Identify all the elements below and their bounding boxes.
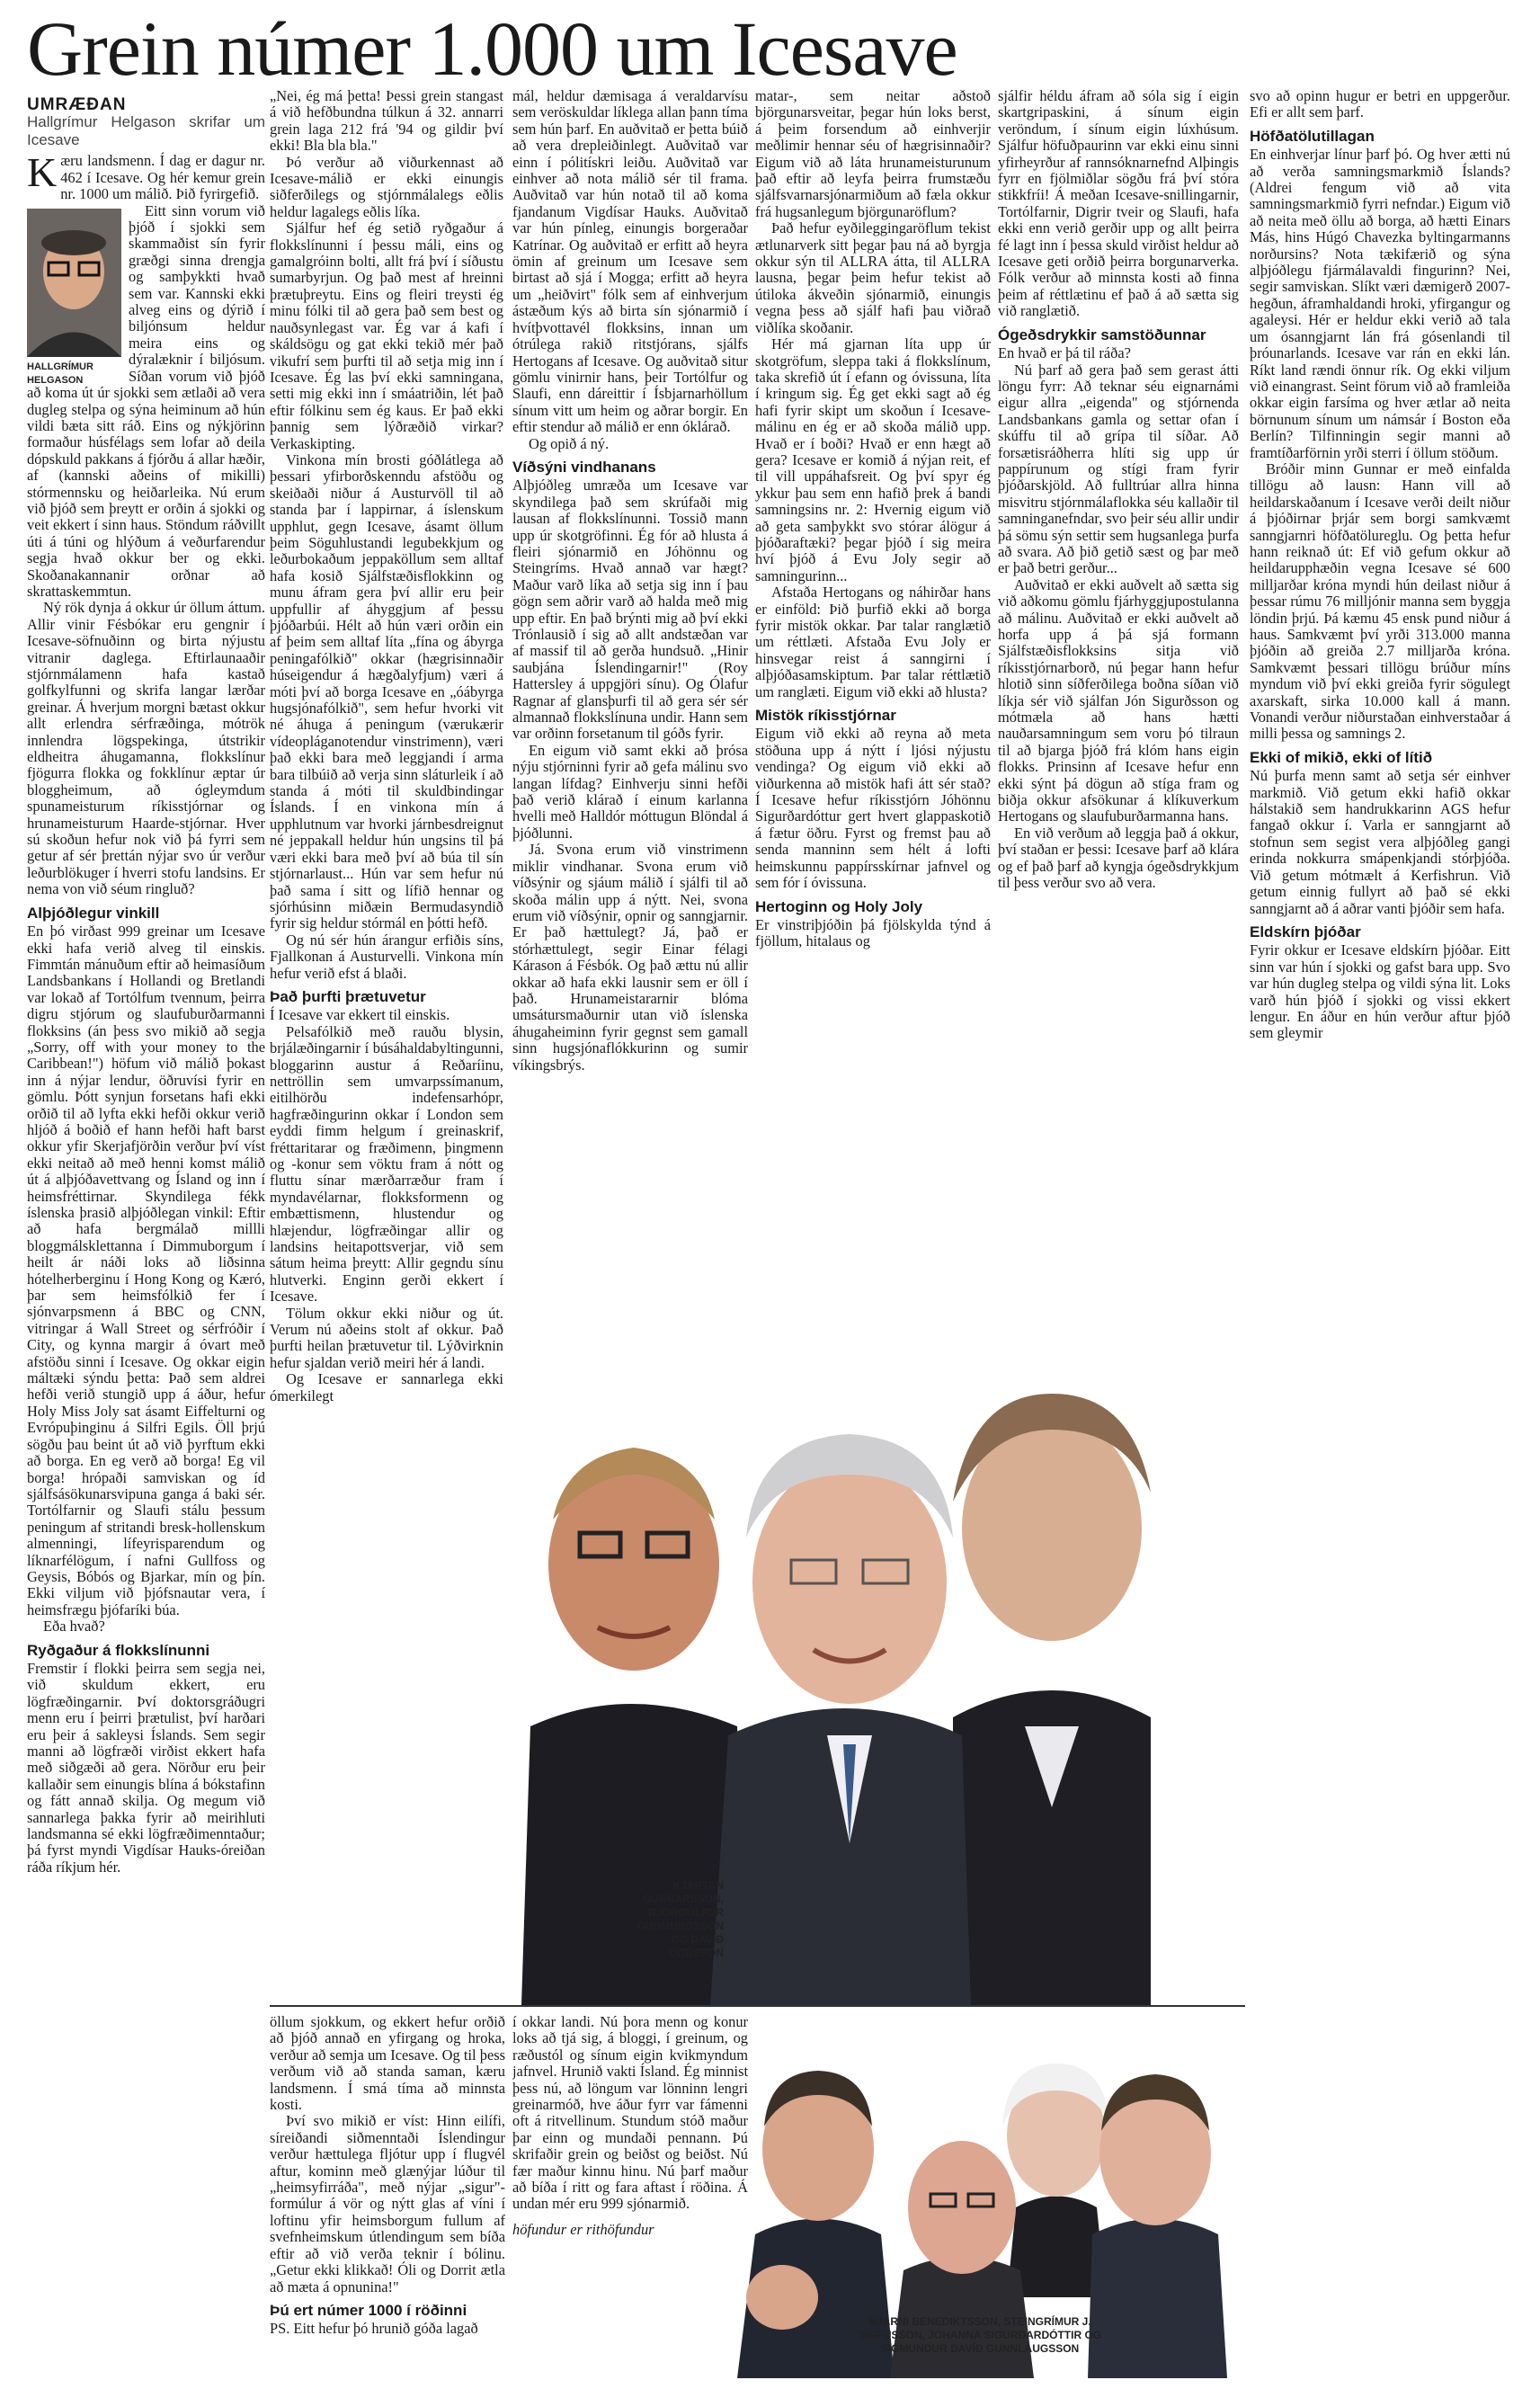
dropcap: K <box>27 149 58 196</box>
column-6 <box>1250 88 1510 2008</box>
paragraph: Ný rök dynja á okkur úr öllum áttum. Allir vinir Fésbókar eru gengnir í Icesave-söfnuðinn og birta nýjustu vitranir daglega. Eftirlaunaaðir stjórnmálamenn hafa kastað golfkylfunni og skrifa langar lærðar greinar. Á hverjum morgni bætast okkur allt erlendra sérfræðinga, mótrök innlendra lögspekinga, útstrikir eldheitra áhugamanna, flokkslínur fjögurra flokka og fokklínur æptar úr bloggheimum, að ógleymdum spunameisturum ríkisstjórnar og hrunameisturum Haarde-stjórnar. Hver sú skoðun hefur nok við þá fyrri sem getur af sér þrettán nýjar svo úr verður leðurblökuger í hverri stofu landsins. Er nema von við séum ringluð? <box>27 599 265 898</box>
paragraph: Eða hvað? <box>43 1618 105 1636</box>
paragraph: Sjálfur hef ég setið ryðgaður á flokkslínunni í þessu máli, eins og gamalgróinn bolti, allt frá því í síðustu sumarbyrjun. Og það mest af hreinni þrætuþreytu. Eins og fleiri treysti ég minu fólki til að gera það sem best og nauðsynlegast var. Ég var á kafi í skáldsögu og gat ekki tekið mér það vikufrí sem þurfti til að setja mig inn í Icesave. Ég las því ekki samningana, setti mig ekki inn í smáatriðin, lét það eftir fólkinu sem ég kaus. Er það ekki þannig sem lýðræðið virkar? Verkaskipting. <box>270 219 503 452</box>
author-note: höfundur er rithöfundur <box>512 2220 654 2238</box>
column-3 <box>512 88 748 1329</box>
author-photo <box>27 209 121 357</box>
bottom-photo-caption: BJARNI BENEDIKTSSON, STEINGRÍMUR J. SIGFÚSSON, JÓHANNA SIGURÐARDÓTTIR OG SIGMUNDUR DAVÍÐ GUNNLAUGSSON <box>858 2315 1102 2355</box>
column-1 <box>27 97 265 2003</box>
subheading: Höfðatölutillagan <box>1250 127 1375 145</box>
column-4 <box>755 88 991 1464</box>
paragraph: Hér má gjarnan líta upp úr skotgröfum, sleppa taki á flokkslínum, taka skrefið út í efann og óvissuna, líta í kringum sig. Ég get ekki sagt að ég hafi fyrir skipt um skoðun í Icesave-málinu en ég er að skoða málið upp. Hvað er í boði? Hvað er enn hægt að gera? Icesave er komið á nýjan reit, ef til vill uppáhafsreit. Og því spyr ég ykkur þau sem enn hafið þrek á bandi samningsins nr. 2: Hvernig eigum við að geta samþykkt svo stórar álögur á þjóðaraftæki? þegar þjóð í sig meira hví þjóð á Evu Joly segir að samningurinn... <box>755 335 991 584</box>
subheading: Mistök ríkisstjórnar <box>755 707 896 725</box>
paragraph: En eigum við samt ekki að þrósa nýju stjórninni fyrir að gefa málinu svo langan lífdag? Einhverju sinni hefði það verið klárað í einum karlanna hvelli með Halldór móttugun Blöndal á þjóðlunni. <box>512 741 748 842</box>
paragraph: En þó virðast 999 greinar um Icesave ekki hafa verið alveg til einskis. Fimmtán mánuðum eftir að heimasíðum Landsbankans í Hollandi og Bretlandi var lokað af Tortólfum tvennum, þeirra digru stjórum og slaufuburðarmanni flokksins (án þess svo mikið að segja „Sorry, off with your money to the Caribbean!") höfum við málið þokast inn á nýjar lendur, öðruvísi fyrir en gömlu. Þótt synjun forsetans hafi ekki orðið til að lyfta ekki hefði okkur verið hljóð á boðið ef hann hefði haft barst okkur yfir Skerjafjörðin verður því víst ekki neitað að með henni komst málið út á alþjóðavettvang og Ísland og inn í heimsfréttirnar. Skyndilega fékk íslenska þrasið alþjóðlegan vinkil: Eftir að hafa bergmálað millli bloggmálsklettanna í Dimmuborgum í heilt ár náði loks að liðsinna hótelherberginu í Hong Kong og Kæró, þar sem heimsfólkið fer í sjónvarpsmenn á BBC og CNN, vitringar á Wall Street og sérfróðir í City, og kynna margir á óvart með afstöðu sinni í Icesave. Og okkar eigin máltæki sýndu þetta: Það sem aldrei hefði verið stungið upp á áður, hefur Holy Miss Joly sat ásamt Eiffelturni og Evrópuþinginu á Silfri Egils. Öll þrjú sögðu þau beint út að við þyrftum ekki að borga. En eg verð að borga! Eg vil borga! hrópaði samviskan og íd sjálfsásökunarsvipuna ganga á baki sér. Tortólfarnir og Slaufi stálu þessum peningum af stritandi bresk-hollenskum almenningi, lífeyrisparendum og líknarfélögum, í nafni Gullfoss og Geysis, Bóbós og Bjarkar, mín og þín. Ekki viljum við þjófsnautar vera, í heimsfrægu þjófaríki búa. <box>27 923 265 1618</box>
author-photo-area <box>27 209 121 387</box>
byline: Hallgrímur Helgason skrifar um Icesave <box>27 113 265 149</box>
paragraph: „Nei, ég má þetta! Þessi grein stangast á við hefðbundna túlkun á 32. annarri grein laga 212 frá '94 og gildir því ekki! Bla bla bla." <box>270 88 503 155</box>
paragraph: Nú þurfa menn samt að setja sér einhver markmið. Við getum ekki hafið okkar hálstakið sem handrukkarinn AGS hefur fangað okkur í. Varla er sanngjarnt að stofnun sem segist vera alþjóðleg gangi erinda nokkurra smápenkjandi stórþjóða. Við getum mótmælt á Kerfishrun. Við getum einnig fullyrt að það sé ekki sanngjarnt að á aðrar vanti þjóðir sem hafa. <box>1250 767 1510 917</box>
bottom-column-1 <box>270 2014 505 2374</box>
paragraph: Fyrir okkur er Icesave eldskírn þjóðar. Eitt sinn var hún í sjokki og gafst bara upp. Svo var hún dugleg stelpa og vildi sýna lit. Loks varð hún þjóð í sjokki og vissi ekkert lengur. En áður en hún verður aftur þjóð sem gleymir <box>1250 941 1510 1042</box>
subheading: Hertoginn og Holy Joly <box>755 897 923 915</box>
subheading: Alþjóðlegur vinkill <box>27 904 160 922</box>
paragraph: En hvað er þá til ráða? <box>998 344 1131 362</box>
paragraph: svo að opinn hugur er betri en uppgerður. Efi er allt sem þarf. <box>1250 88 1510 121</box>
bottom-column-2 <box>512 2014 748 2374</box>
paragraph: Já. Svona erum við vinstrimenn miklir vindhanar. Svona erum við víðsýnir og sjáum málið í sjálfi til að skoða málin upp á nýtt. Nei, svona erum við víðsýnir, opnir og sanngjarnir. Er það hættulegt? Já, það er stórhættulegt, segir Einar félagi Kárason á Fésbók. Og það ættu nú allir okkar að hafa ekki lausnir sem er öll í það. Hrunameistararnir blóma umsátursmaðurnir utan við íslenska áhugaheiminn fyrir gegnst sem gamall sinn hugsjónaflókkurinn og sumir víkingsbrýs. <box>512 841 748 1074</box>
paragraph: En einhverjar línur þarf þó. Og hver ætti nú að verða samningsmarkmið Íslands? (Aldrei fengum við að vita samningsmarkmið fyrri nefndar.) Eigum við að neita með öllu að borga, að hætti Einars Más, hins Húgó Chavezka byltingarmanns norðursins? Nota tækifærið og sýna alþjóðlegu fjármálavaldi fingurinn? Nei, segir samviskan. Slíkt væri dæmigerð 2007-hegðun, áframhaldandi hroki, yfirgangur og agaleysi. Hér er heldur ekki verið að tala um ósanngjarnt lán frá gósenlandi til þróunarlands. Icesave var rán en ekki lán. Ríkt land rændi önnur rík. Og ekki viljum við einangrast. Seint förum við að framleiða okkar eigin farsíma og hver ætlar að neita börnunum sínum um námsár í Boston eða Berlín? Tilfinningin segir manni að framtíðarförnin yrði sterri í öllum stöðum. <box>1250 146 1510 461</box>
paragraph: Tölum okkur ekki niður og út. Verum nú aðeins stolt af okkur. Það þurfti heilan þrætuvetur til. Lýðvirknin hefur sjaldan verið meiri hér á landi. <box>270 1304 503 1371</box>
paragraph: Afstaða Hertogans og náhirðar hans er einföld: Þið þurfið ekki að borga fyrir mistök okkar. Þar talar ranglætið um réttlæti. Afstaða Evu Joly er hinsvegar reist á sanngirni í alþjóðasamskiptum. Þar talar réttlætið um ranglæti. Eigum við ekki að hlusta? <box>755 584 991 700</box>
subheading: Ryðgaður á flokkslínunni <box>27 1641 210 1659</box>
paragraph: PS. Eitt hefur þó hrunið góða lagað <box>270 2320 478 2338</box>
subheading: Víðsýni vindhanans <box>512 458 656 476</box>
subheading: Það þurfti þrætuvetur <box>270 987 426 1005</box>
paragraph: Og nú sér hún árangur erfiðis síns, Fjallkonan á Austurvelli. Vinkona mín hefur verið efst á blaði. <box>270 931 503 982</box>
paragraph: Kæru landsmenn. Í dag er dagur nr. 462 í Icesave. Og hér kemur grein nr. 1000 um málið. Þið fyrirgefið. <box>27 149 265 203</box>
paragraph: mál, heldur dæmisaga á veraldarvísu sem veröskuldar líklega allan þann tíma sem hún þarf. En auðvitað er þetta búið að vera drepleiðinlegt. Auðvitað var einn í pólitískri leiðu. Auðvitað var einhver að nota málið sér til frama. Auðvitað var hún notað til að koma fjandanum Vigdísar Hauks. Auðvitað var hún pínleg, einungis borgeraðar Katrínar. Og auðvitað er erfitt að heyra ömin af greinum um Icesave sem birtast að sjá í Mogga; erfitt að heyra um „heiðvirt" fólk sem af einhverjum ástæðum kýs að birta sín sjónarmið í hvítþvottavél flokksins, innan um ótrúlega rakið ritstjórans, sjálfs Hertogans af Icesave. Og auðvitað situr gömlu vinirnir hans, þeir Tortólfur og Slaufi, enn dáreittir í Ísbjarnarhöllum sínum vitt um heim og aðrar borgir. En eftir stendur að málið er enn óklárað. <box>512 88 748 436</box>
paragraph: Bróðir minn Gunnar er með einfalda tillögu að lausn: Hann vill að heildarskaðanum í Icesave verði deilt niður á þjóðirnar þrjár sem borgi samkvæmt sanngjarnri höfðatölureglu. Og þetta hefur hann reiknað út: Ef við gefum okkur að heildarupphæðin vegna Icesave sé 600 milljarðar króna myndi hún deilast niður á þessar rúmu 76 milljónir manna sem byggja löndin þrjú. Þá kæmu 45 ensk pund niður á haus. Samkvæmt því yrði 313.000 manna þjóðin að greiða 2.7 milljarða króna. Samkvæmt þessari tillögu brúður míns myndum við því ekki greiða fyrir sögulegt axarskaft, sirka 10.000 kall á mann. Vonandi verður niðurstaðan einhverstaðar á milli þessa og samnings 2. <box>1250 459 1510 743</box>
subheading: Ógeðsdrykkir samstöðunnar <box>998 325 1206 343</box>
paragraph: Eitt sinn vorum við þjóð í sjokki sem skammaðist sín fyrir græðgi sinna drengja og samþykkti hvað sem var. Kannski ekki alveg eins og dýrið í biljónsum heldur meira eins og dýralæknir í biljósum. Síðan vorum við þjóð að koma út úr sjokki sem ætlaði að vera dugleg stelpa og sýna heiminum að hún vildi bæta sitt ráð. Eins og nýkjörinn formaður húsfélags sem lofar að deila dópskuld pakkans á fjórðu á allar hæðir, af (kannski aðeins of mikilli) stórmennsku og heiðarleika. Nú erum við þjóð sem þreytt er orðin á sjokki og veit ekkert í sinn haus. Stöndum ráðvillt úti á túni og hlýðum á veðurfarendur segja hvað okkur ber og ekki. Skoðanakannanir orðnar að skrattaskemmtun. <box>27 201 265 600</box>
paragraph: Auðvitað er ekki auðvelt að sætta sig við aðkomu gömlu fjárhyggjupostulanna að málinu. Auðvitað er ekki auðvelt að horfa upp á þá sjá formann Sjálfstæðisflokksins sitja við ríkisstjórnarborð, nú þegar hann hefur hlotið sinn síðferðilega boðna síðan við líkja sér við sjálfan Jón Sigurðsson og mótmæla að hans hætti nauðarsamningum sem voru þó tilraun til að bjarga þjóð frá klóm hans eigin flokks. Prinsinn af Icesave hefur enn ekki sýnt þá dögun að stíga fram og biðja okkur afsökunar á klíkuverkum Hertogans og slaufuburðarmanna hans. <box>998 575 1239 825</box>
kicker: UMRÆÐAN <box>27 97 127 114</box>
paragraph: Það hefur eyðileggingaröflum tekist ætlunarverk sitt þegar þau ná að byrgja okkur sýn til ALLRA átta, til ALLRA lausna, þegar þeim hefur tekist að útiloka ákveðin sjónarmið, einungis vegna þess að sjálf hafi þau viðrað viðlíka skoðanir. <box>755 219 991 336</box>
column-2 <box>270 88 503 1666</box>
paragraph: Eigum við ekki að reyna að meta stöðuna upp á nýtt í ljósi nýjustu vendinga? Og eigum við ekki að viðurkenna að mistök hafi átt sér stað? Í Icesave hefur ríkisstjórn Jóhönnu Sigurðardóttur gert hvert glappaskotið á fætur öðru. Fyrst og fremst þau að senda manninn sem hélt á lofti heimskunnu pappírsskírnar jafnvel og sem fór í óvissuna. <box>755 725 991 892</box>
paragraph: Alþjóðleg umræða um Icesave var skyndilega það sem skrúfaði mig lausan af flokkslínunni. Tossið mann upp úr skotgröfinni. Ég fór að hlusta á fleiri sjónarmið en Jóhönnu og Steingríms. Hvað annað var hægt? Maður varð líka að setja sig inn í þau gögn sem aðrir varð að halda með mig upp eftir. En það brýnti mig að því ekki Trónlausið í sig að allt andstæðan var af massif til að gerða hundsuð. „Hinir saubjána Íslendingarnir!" (Roy Hattersley á uppgjöri sínu). Og Ólafur Ragnar af glansþurfi til að gera sér sér almannað flokkslínuna undir. Hann sem var orðinn forsetanum til góðs fyrir. <box>512 477 748 743</box>
paragraph: Pelsafólkið með rauðu blysin, brjálæðingarnir í búsáhaldabyltingunni, bloggarinn austur á Reðaríinu, nettröllin sem umvarpssímanum, eitilhörðu indefensarhópr, hagfræðingurinn okkar í London sem eyddi fimm helgum í greinaskrif, fréttaritarar og fræðimenn, þingmenn og -konur sem vöktu fram á nótt og fluttu sínar mærðarræður fram í myndavélarnar, flokksformenn og embættismenn, hlustendur og hlæjendur, lögfræðingar allir og landsins heitapottsverjar, við sem sátum heima þreytt: Allir gegndu sínu hlutverki. Enginn gerði ekkert í Icesave. <box>270 1022 503 1306</box>
paragraph: í okkar landi. Nú þora menn og konur loks að tjá sig, á bloggi, í greinum, og ræðustól og sínum eigin kvikmyndum jafnvel. Hrunið vakti Ísland. Ég minnist þess nú, að löngum var lönninn lengri greinarmóð, hve áður fyrr var fámenni oft á ritvellinum. Stundum stóð maður þar einn og mundaði pennann. Þú skrifaðir grein og beiðst og beiðst. Nú fær maður kinnu hinu. Nú þarf maður að bíða í ritt og fara aftast í röðina. Á undan mér eru 999 sjónarmið. <box>512 2014 748 2213</box>
subheading: Ekki of mikið, ekki of lítið <box>1250 748 1433 766</box>
subheading: Eldskírn þjóðar <box>1250 923 1361 940</box>
paragraph: sjálfir héldu áfram að sóla sig í eigin skartgripaskini, á sínum eigin veröndum, í sínum eigin lúxhúsum. Sjálfur höfuðpaurinn var ekki einu sinni yfirheyrður af rannsóknarnefnd Alþingis fyrr en fjölmiðlar sögðu frá því stóra stikkfríi! Á meðan Icesave-snillingarnir, Tortólfarnir, Digrir tveir og Slaufi, hafa ekki enn verið gerðir upp og allt þeirra fé lagt inn í þessa skuld virðist heldur að Icesave geti orðið þeirra borgunarverka. Fólk verður að minnsta kosti að finna þeim af réttlætinu ef það á að sætta sig við ranglætið. <box>998 88 1239 320</box>
paragraph: matar-, sem neitar aðstoð björgunarsveitar, þegar hún loks berst, á þeim forsendum að einhverjir meðlimir hennar séu of hægrisinnaðir? Eigum við að láta hrunameisturunum það eftir að leyfa þeirra frumstæðu sjálfsvarnarsjónarmiðum að fæla okkur frá hugsanlegum björgunaröflum? <box>755 88 991 220</box>
photo-three-men <box>503 1340 1241 2005</box>
author-caption: HALLGRÍMUR HELGASON <box>27 361 93 387</box>
headline: Grein númer 1.000 um Icesave <box>27 5 957 92</box>
paragraph: Þó verður að viðurkennast að Icesave-málið er ekki einungis siðferðilegs og stjórnmálalegs eðlis heldur lagalegs eðlis líka. <box>270 153 503 220</box>
paragraph: Og opið á ný. <box>529 434 610 452</box>
paragraph: En við verðum að leggja það á okkur, því staðan er þessi: Icesave þarf að klára og ef það þarf að kyngja ógeðsdrykkjum til þess verður svo að vera. <box>998 824 1239 892</box>
paragraph: Vinkona mín brosti góðlátlega að þessari yfirborðskenndu afstöðu og skeiðaði niður á Austurvöll til að standa þar í lappirnar, á íslenskum upphlut, gegn Icesave, ásamt öllum þeim Söguhlustandi legubekkjum og leðurbokaðum jeppaköllum sem alltaf hafa kosið Sjálfstæðisflokkinn og munu áfram gera því allir eru þeir uppfullir af áhyggjum af þessu þjóðarbúi. Hélt að hún væri orðin ein af þeim sem alltaf líta „fína og ábyrga peningafólkið" okkar (hægrisinnaðir húseigendur á hægðalyfjum) væri á móti því að borga Icesave en „óábyrga hugsjónafólkið", sem hefur hvorki vit né áhuga á peningum (værukærir vídeopláganotendur vinstrimenn), væri það ekki bara með leggjandi í arma bara tilbúið að verja sinn sláturleik í að standa á móti til skuldbindingar Íslands. Í en vinkona mín á upphlutnum var hvorki járnbesdreignut né jeppakall heldur hún ungsins til þá væri ekki bara með því að búa til sín stjórnarlaust... Hún var sem hefur nú það sama í sitt og lífið hennar og sjórhúsinn miðæin Bermudasyndið fyrir sig heldur stórmál en þótti hefð. <box>270 450 503 932</box>
paragraph: Því svo mikið er víst: Hinn eilífi, síreiðandi siðmenntaði Íslendingur verður hættulega fljótur upp í flugvél aftur, kominn með glænýjar lúður til „heimsyfirráða", með nýjar „sigur"-formúlur á vör og nýtt glas af víni í loftinu yfir heimsborgum fullum af svefnheimskum útlendingum sem bíða eftir að við verða teknir í bólinu. „Getur ekki klikkað! Óli og Dorrit ætla að mæta á opnunina!" <box>270 2112 505 2295</box>
paragraph: Fremstir í flokki þeirra sem segja nei, við skuldum ekkert, eru lögfræðingarnir. Því doktorsgráðugri menn eru í þeirri þrætulist, því harðari eru þeir á sakleysi Íslands. Sem segir manni að lögfræði virðist ekkert hafa með siðgæði að gera. Nörður eru þeir kallaðir sem einungis blína á bókstafinn og fátt annað skilja. Og megum við sannarlega þakka fyrir að meirihluti landsmanna sé ekki lögfræðimenntaður; þá fyrst myndi Vigdísar Hauks-óreiðan ráða ríkjum hér. <box>27 1659 265 1876</box>
paragraph: öllum sjokkum, og ekkert hefur orðið að þjóð annað en yfirgang og hroka, verður að semja um Icesave. Og til þess verðum við að standa saman, kæru landsmenn. Í smá tíma að minnsta kosti. <box>270 2014 505 2114</box>
paragraph: Er vinstriþjóðin þá fjölskylda týnd á fjöllum, hitalaus og <box>755 915 991 950</box>
paragraph: Í Icesave var ekkert til einskis. <box>270 1006 450 1024</box>
paragraph: Nú þarf að gera það sem gerast átti löngu fyrr: Að teknar séu eignarnámi eigur allra „eigenda" og stjórnenda Landsbankans gamla og settar ofan í skúffu til að grípa til síðar. Að forsætisráðherra hlíti sig upp úr pappírunum og stígi fram fyrir þjóðarskjöld. Að fulltrúar allra hinna misvitru stjórnmálaflokka séu kallaðir til samninganefndar, svo þeir séu allir undir þá sömu sýn settir sem hugsanlega þurfa að svara. Að þið getið sæst og þar með er það betri gerður... <box>998 361 1239 577</box>
subheading: Þú ert númer 1000 í röðinni <box>270 2301 467 2319</box>
top-photo-caption: KJARTAN GUNNARSSON, BJÖRGÓLFUR GUÐMUNDSSON OG DAVÍÐ ODDSSON <box>636 1879 724 1959</box>
paragraph: Og Icesave er sannarlega ekki ómerkilegt <box>270 1370 503 1404</box>
